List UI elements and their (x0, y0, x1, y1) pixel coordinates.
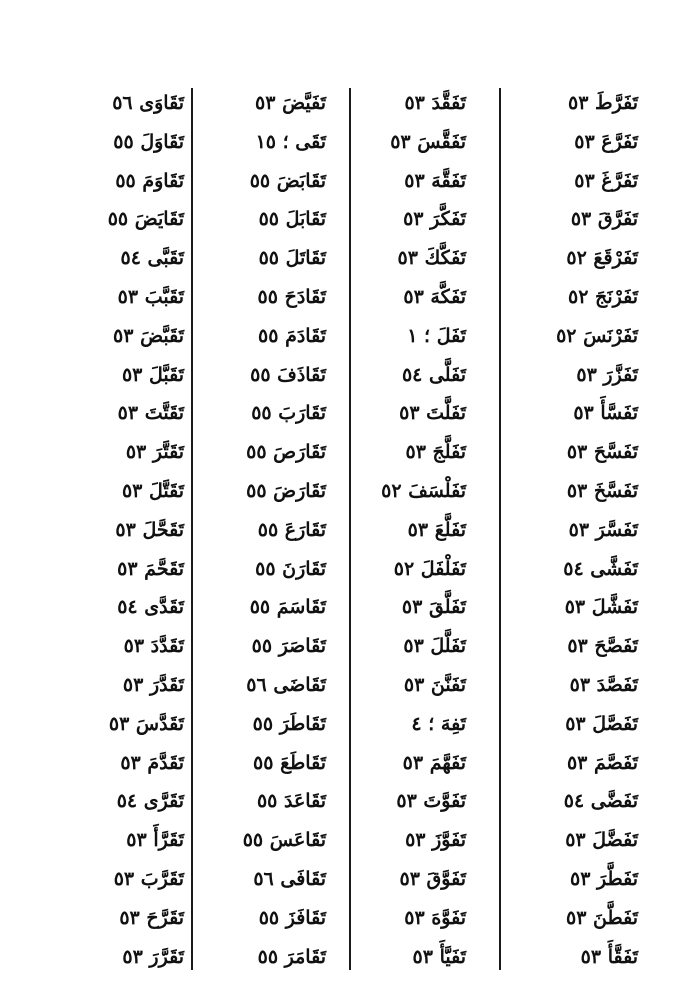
index-entry: تَفَلْفَلَ ٥٢ (393, 557, 466, 580)
column-divider-1 (499, 88, 501, 970)
index-entry: تَفَنَّنَ ٥٣ (403, 673, 466, 696)
index-entry: تَفَرَّطَ ٥٣ (568, 92, 638, 114)
index-entry: تَقَرَّأَ ٥٣ (126, 829, 184, 852)
index-entry: تَقَرَّى ٥٤ (116, 790, 184, 813)
index-entry: تَفَطَّرَ ٥٣ (569, 867, 638, 890)
index-entry: تَفَوَّزَ ٥٣ (405, 829, 466, 852)
index-entry: تَفَلَّلَ ٥٣ (403, 635, 466, 658)
index-entry: تَفَوَّهَ ٥٣ (404, 906, 466, 929)
index-entry: تَفَسَّخَ ٥٣ (566, 479, 638, 502)
index-entry: تَقَافَى ٥٦ (253, 867, 326, 890)
index-entry: تَفَكَّهَ ٥٣ (403, 285, 466, 308)
index-entry: تَقَاضَى ٥٦ (246, 673, 326, 696)
index-entry: تَقَتَّلَ ٥٣ (121, 479, 184, 502)
index-entry: تَفَقَّهَ ٥٣ (404, 169, 466, 192)
index-entry: تَقَتَّرَ ٥٣ (125, 441, 184, 464)
index-entry: تَقَابَضَ ٥٥ (249, 169, 326, 192)
index-entry: تَقَابَلَ ٥٥ (258, 208, 326, 231)
index-entry: تَفَرْنَسَ ٥٢ (556, 324, 638, 347)
index-entry: تَقَدَّسَ ٥٣ (108, 712, 184, 735)
index-entry: تَقَاذَفَ ٥٥ (250, 363, 326, 386)
index-entry: تَفَيَّأَ ٥٣ (412, 945, 466, 968)
index-entry: تَفَصَّمَ ٥٣ (566, 751, 638, 774)
index-entry: تَفَسَّحَ ٥٣ (566, 441, 638, 464)
index-entry: تَقَارَضَ ٥٥ (246, 479, 326, 502)
column-divider-3 (191, 88, 193, 970)
index-entry: تَقَاسَمَ ٥٥ (249, 596, 326, 619)
index-entry: تَفَشَّى ٥٤ (563, 557, 638, 580)
index-entry: تَقَارَبَ ٥٥ (251, 402, 326, 425)
index-entry: تَفَشَّلَ ٥٣ (564, 596, 638, 619)
index-entry: تَقَدَّدَ ٥٣ (123, 635, 184, 658)
index-entry: تَقَحَّلَ ٥٣ (115, 518, 184, 541)
index-entry: تَفِهَ ؛ ٤ (411, 712, 466, 735)
index-entry: تَفَلَّقَ ٥٣ (401, 596, 466, 619)
index-entry: تَقَبَّى ٥٤ (120, 247, 184, 270)
index-entry: تَفَرْقَعَ ٥٢ (566, 247, 638, 270)
index-entry: تَقَرَّحَ ٥٣ (119, 906, 184, 929)
index-entry: تَقَايَضَ ٥٥ (107, 208, 184, 231)
index-entry: تَقَبَّبَ ٥٣ (117, 285, 184, 308)
index-entry: تَقَادَحَ ٥٥ (257, 285, 326, 308)
index-entry: تَفَصَّدَ ٥٣ (569, 673, 638, 696)
index-entry: تَفَرَّغَ ٥٣ (574, 169, 638, 192)
index-entry: تَقَحَّمَ ٥٣ (117, 557, 184, 580)
index-entry: تَفَرْنَجَ ٥٢ (568, 285, 638, 308)
index-entry: تَقَى ؛ ١٥ (255, 130, 326, 153)
index-entry: تَقَدَّى ٥٤ (117, 596, 184, 619)
index-entry: تَقَبَّلَ ٥٣ (121, 363, 184, 386)
index-entry: تَقَادَمَ ٥٥ (258, 324, 326, 347)
index-entry: تَفَيَّضَ ٥٣ (255, 92, 326, 114)
index-entry: تَقَاوَلَ ٥٥ (113, 130, 184, 153)
index-entry: تَقَدَّرَ ٥٣ (122, 673, 184, 696)
index-entry: تَفَقَّدَ ٥٣ (404, 92, 466, 114)
index-entry: تَفَلَّجَ ٥٣ (405, 441, 466, 464)
index-entry: تَفَصَّحَ ٥٣ (567, 635, 638, 658)
index-entry: تَقَاعَدَ ٥٥ (256, 790, 326, 813)
index-entry: تَفَلَ ؛ ١ (407, 324, 466, 347)
index-entry: تَقَارَصَ ٥٥ (246, 441, 326, 464)
index-entry: تَقَاطَرَ ٥٥ (252, 712, 326, 735)
index-entry: تَفَلَّى ٥٤ (401, 363, 466, 386)
index-entry: تَفَزَّرَ ٥٣ (576, 363, 638, 386)
index-entry: تَفَضَّى ٥٤ (563, 790, 638, 813)
index-entry: تَفَرَّعَ ٥٣ (574, 130, 638, 153)
index-entry: تَقَاطَعَ ٥٥ (253, 751, 326, 774)
index-entry: تَفَضَّلَ ٥٣ (565, 829, 638, 852)
index-entry: تَقَدَّمَ ٥٣ (120, 751, 184, 774)
index-entry: تَقَاعَسَ ٥٥ (242, 829, 326, 852)
index-entry: تَقَارَعَ ٥٥ (257, 518, 326, 541)
index-entry: تَفَهَّمَ ٥٣ (402, 751, 466, 774)
index-entry: تَفَكَّرَ ٥٣ (403, 208, 466, 231)
index-entry: تَفَلَّتَ ٥٣ (399, 402, 466, 425)
index-column-4 (14, 84, 184, 976)
index-entry: تَفَرَّقَ ٥٣ (570, 208, 638, 231)
index-entry: تَقَارَنَ ٥٥ (255, 557, 326, 580)
index-entry: تَفَكَّكَ ٥٣ (397, 247, 466, 270)
index-entry: تَقَرَّبَ ٥٣ (113, 867, 184, 890)
index-entry: تَفَوَّقَ ٥٣ (399, 867, 466, 890)
index-entry: تَقَاتَلَ ٥٥ (258, 247, 326, 270)
index-entry: تَفَقَّأَ ٥٣ (580, 945, 638, 968)
index-entry: تَفَصَّلَ ٥٣ (565, 712, 638, 735)
column-divider-2 (349, 88, 351, 970)
index-entry: تَقَافَزَ ٥٥ (258, 906, 326, 929)
index-entry: تَقَبَّضَ ٥٣ (113, 324, 184, 347)
index-entry: تَفَطَّنَ ٥٣ (566, 906, 638, 929)
index-entry: تَقَاصَرَ ٥٥ (251, 635, 326, 658)
index-entry: تَقَرَّرَ ٥٣ (122, 945, 184, 968)
index-entry: تَقَاوَمَ ٥٥ (115, 169, 184, 192)
index-entry: تَفَلَّعَ ٥٣ (407, 518, 466, 541)
index-entry: تَقَاوَى ٥٦ (112, 92, 184, 114)
index-entry: تَفَلْسَفَ ٥٢ (381, 479, 466, 502)
index-entry: تَفَقَّسَ ٥٣ (390, 130, 466, 153)
index-entry: تَفَسَّأَ ٥٣ (573, 402, 638, 425)
index-entry: تَقَتَّتَ ٥٣ (117, 402, 184, 425)
index-entry: تَقَامَرَ ٥٥ (257, 945, 326, 968)
index-column-1 (468, 84, 638, 976)
index-entry: تَفَوَّتَ ٥٣ (396, 790, 466, 813)
index-entry: تَفَسَّرَ ٥٣ (568, 518, 638, 541)
